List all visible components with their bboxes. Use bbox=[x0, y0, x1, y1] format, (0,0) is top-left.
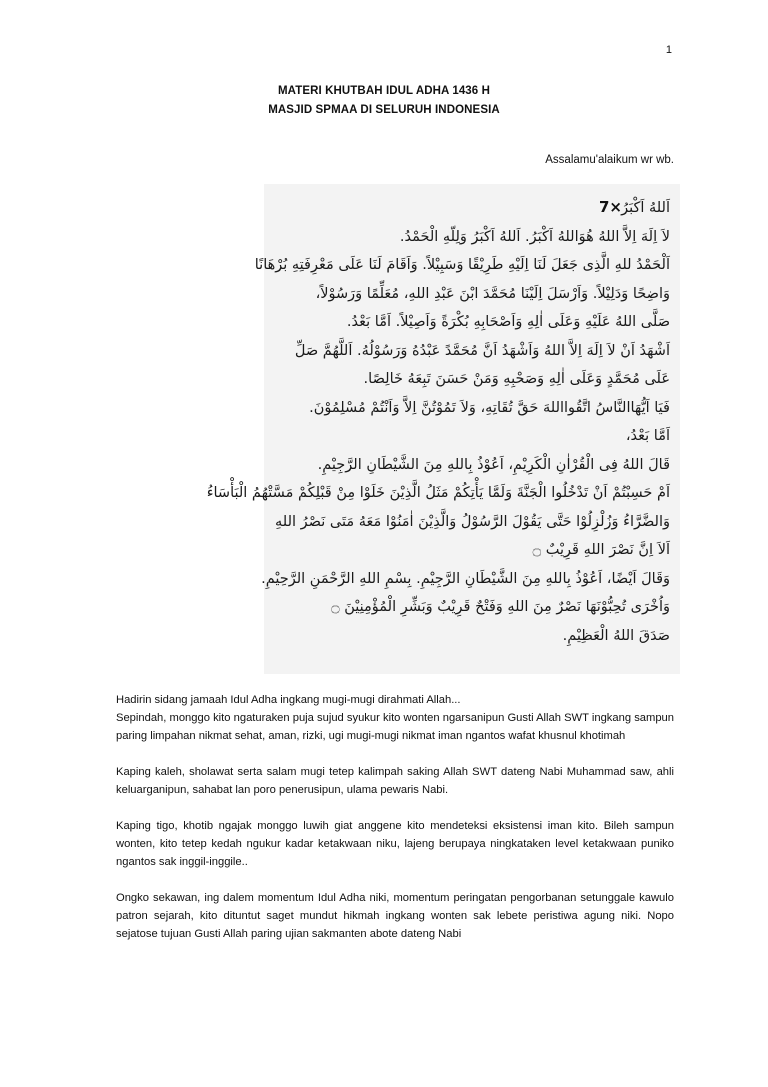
greeting: Assalamu'alaikum wr wb. bbox=[545, 154, 674, 166]
paragraph-first: Sepindah, monggo kito ngaturaken puja sujud syukur kito wonten ngarsanipun Gusti Allah SWT ingkang sampun paring limpahan nikmat sehat, aman, rizki, ugi mugi-mugi nikmat iman ngantos wafat khusnul khotimah bbox=[116, 712, 674, 742]
arabic-line: اَلْحَمْدُ للهِ الَّذِى جَعَلَ لَنَا اِلَيْهِ طَرِيْقًا وَسَبِيْلاً. وَاَقَامَ لَنَا عَلَى مَعْرِفَتِهِ بُرْهَانًا bbox=[254, 257, 670, 273]
arabic-line: قَالَ اللهُ فِى الْقُرْاٰنِ الْكَرِيْمِ، اَعُوْذُ بِاللهِ مِنَ الشَّيْطَانِ الرَّجِيْمِ. bbox=[317, 456, 670, 473]
arabic-line: اَللهُ اَكْبَرُ bbox=[621, 200, 670, 216]
paragraph-fourth: Ongko sekawan, ing dalem momentum Idul Adha niki, momentum peringatan pengorbanan setunggale kawulo patron sejarah, kito dituntut saget mundut hikmah ingkang wonten sak lebete peristiwa agung niki. Nopo sejatose tujuan Gusti Allah paring ujian sakmanten abote dateng Nabi bbox=[116, 892, 674, 940]
document-title bbox=[0, 82, 768, 120]
arabic-lines bbox=[206, 194, 670, 650]
paragraph-third: Kaping tigo, khotib ngajak monggo luwih giat anggene kito mendeteksi eksistensi iman kito. Bileh sampun wonten, kito tetep kedah ngukur kadar ketakwaan niku, lajeng berupaya ningkataken level ketakwaan puniko ngantos sak inggil-inggile.. bbox=[116, 820, 674, 868]
page-number: 1 bbox=[665, 44, 672, 56]
paragraph-second: Kaping kaleh, sholawat serta salam mugi tetep kalimpah saking Allah SWT dateng Nabi Muhammad saw, ahli keluarganipun, sahabat lan poro penerusipun, ulama pewaris Nabi. bbox=[116, 766, 674, 796]
title-line-1: MATERI KHUTBAH IDUL ADHA 1436 H bbox=[277, 85, 491, 97]
arabic-line: اَمَّا بَعْدُ، bbox=[625, 428, 670, 444]
arabic-line: اَمْ حَسِبْتُمْ اَنْ تَدْخُلُوا الْجَنَّةَ وَلَمَّا يَأْتِكُمْ مَثَلُ الَّذِيْنَ خَلَوْا مِنْ قَبْلِكُمْ مَسَّتْهُمُ الْبَأْسَاءُ bbox=[206, 485, 670, 501]
arabic-line: اَلاَ اِنَّ نَصْرَ اللهِ قَرِيْبٌ ۝ bbox=[532, 542, 670, 558]
arabic-line: وَالضَّرَّاءُ وَزُلْزِلُوْا حَتَّى يَقُوْلَ الرَّسُوْلُ وَالَّذِيْنَ اٰمَنُوْا مَعَهُ مَتَى نَصْرُ اللهِ bbox=[275, 513, 670, 530]
arabic-line: صَدَقَ اللهُ الْعَظِيْمِ. bbox=[562, 627, 670, 644]
arabic-scanned-text bbox=[206, 184, 680, 674]
arabic-line: وَاُخْرَى تُحِبُّوْنَهَا نَصْرٌ مِنَ اللهِ وَفَتْحٌ قَرِيْبٌ وَبَشِّرِ الْمُؤْمِنِيْنَ ۝ bbox=[331, 599, 670, 615]
arabic-line: اَشْهَدُ اَنْ لاَ اِلَهَ اِلاَّ اللهُ وَاَشْهَدُ اَنَّ مُحَمَّدً عَبْدُهُ وَرَسُوْلُهُ. اَللَّهُمَّ صَلِّ bbox=[294, 342, 670, 359]
sermon-body bbox=[116, 691, 674, 961]
arabic-line: وَقَالَ اَيْضًا، اَعُوْذُ بِاللهِ مِنَ الشَّيْطَانِ الرَّجِيْمِ. بِسْمِ اللهِ الرَّحْمَنِ الرَّحِيْمِ. bbox=[261, 570, 670, 587]
arabic-line: صَلَّى اللهُ عَلَيْهِ وَعَلَى اٰلِهِ وَاَصْحَابِهِ بُكْرَةً وَاَصِيْلاً. اَمَّا بَعْدُ. bbox=[346, 314, 670, 330]
arabic-line: عَلَى مُحَمَّدٍ وَعَلَى اٰلِهِ وَصَحْبِهِ وَمَنْ حَسَنَ تَبِعَهُ خَالِصًا. bbox=[363, 371, 670, 387]
arabic-line: وَاضِحًا وَدَلِيْلاً. وَاَرْسَلَ اِلَيْنَا مُحَمَّدَ ابْنَ عَبْدِ اللهِ، مُعَلِّمًا وَرَسُوْلاً، bbox=[315, 285, 670, 302]
title-line-2: MASJID SPMAA DI SELURUH INDONESIA bbox=[268, 104, 500, 116]
arabic-line: فَيَا اَيُّهَاالنَّاسُ اتَّقُوااللهَ حَقَّ تُقَاتِهِ، وَلاَ تَمُوْتُنَّ اِلاَّ وَاَنْتُمْ مُسْلِمُوْنَ. bbox=[309, 399, 670, 416]
opening-line: Hadirin sidang jamaah Idul Adha ingkang mugi-mugi dirahmati Allah... bbox=[116, 694, 461, 706]
takbir-count-mark: 7× bbox=[598, 198, 622, 216]
arabic-line: لاَ اِلَهَ اِلاَّ اللهُ هُوَاللهُ اَكْبَرُ. اَللهُ اَكْبَرُ وَلِلّهِ الْحَمْدُ. bbox=[399, 228, 670, 245]
